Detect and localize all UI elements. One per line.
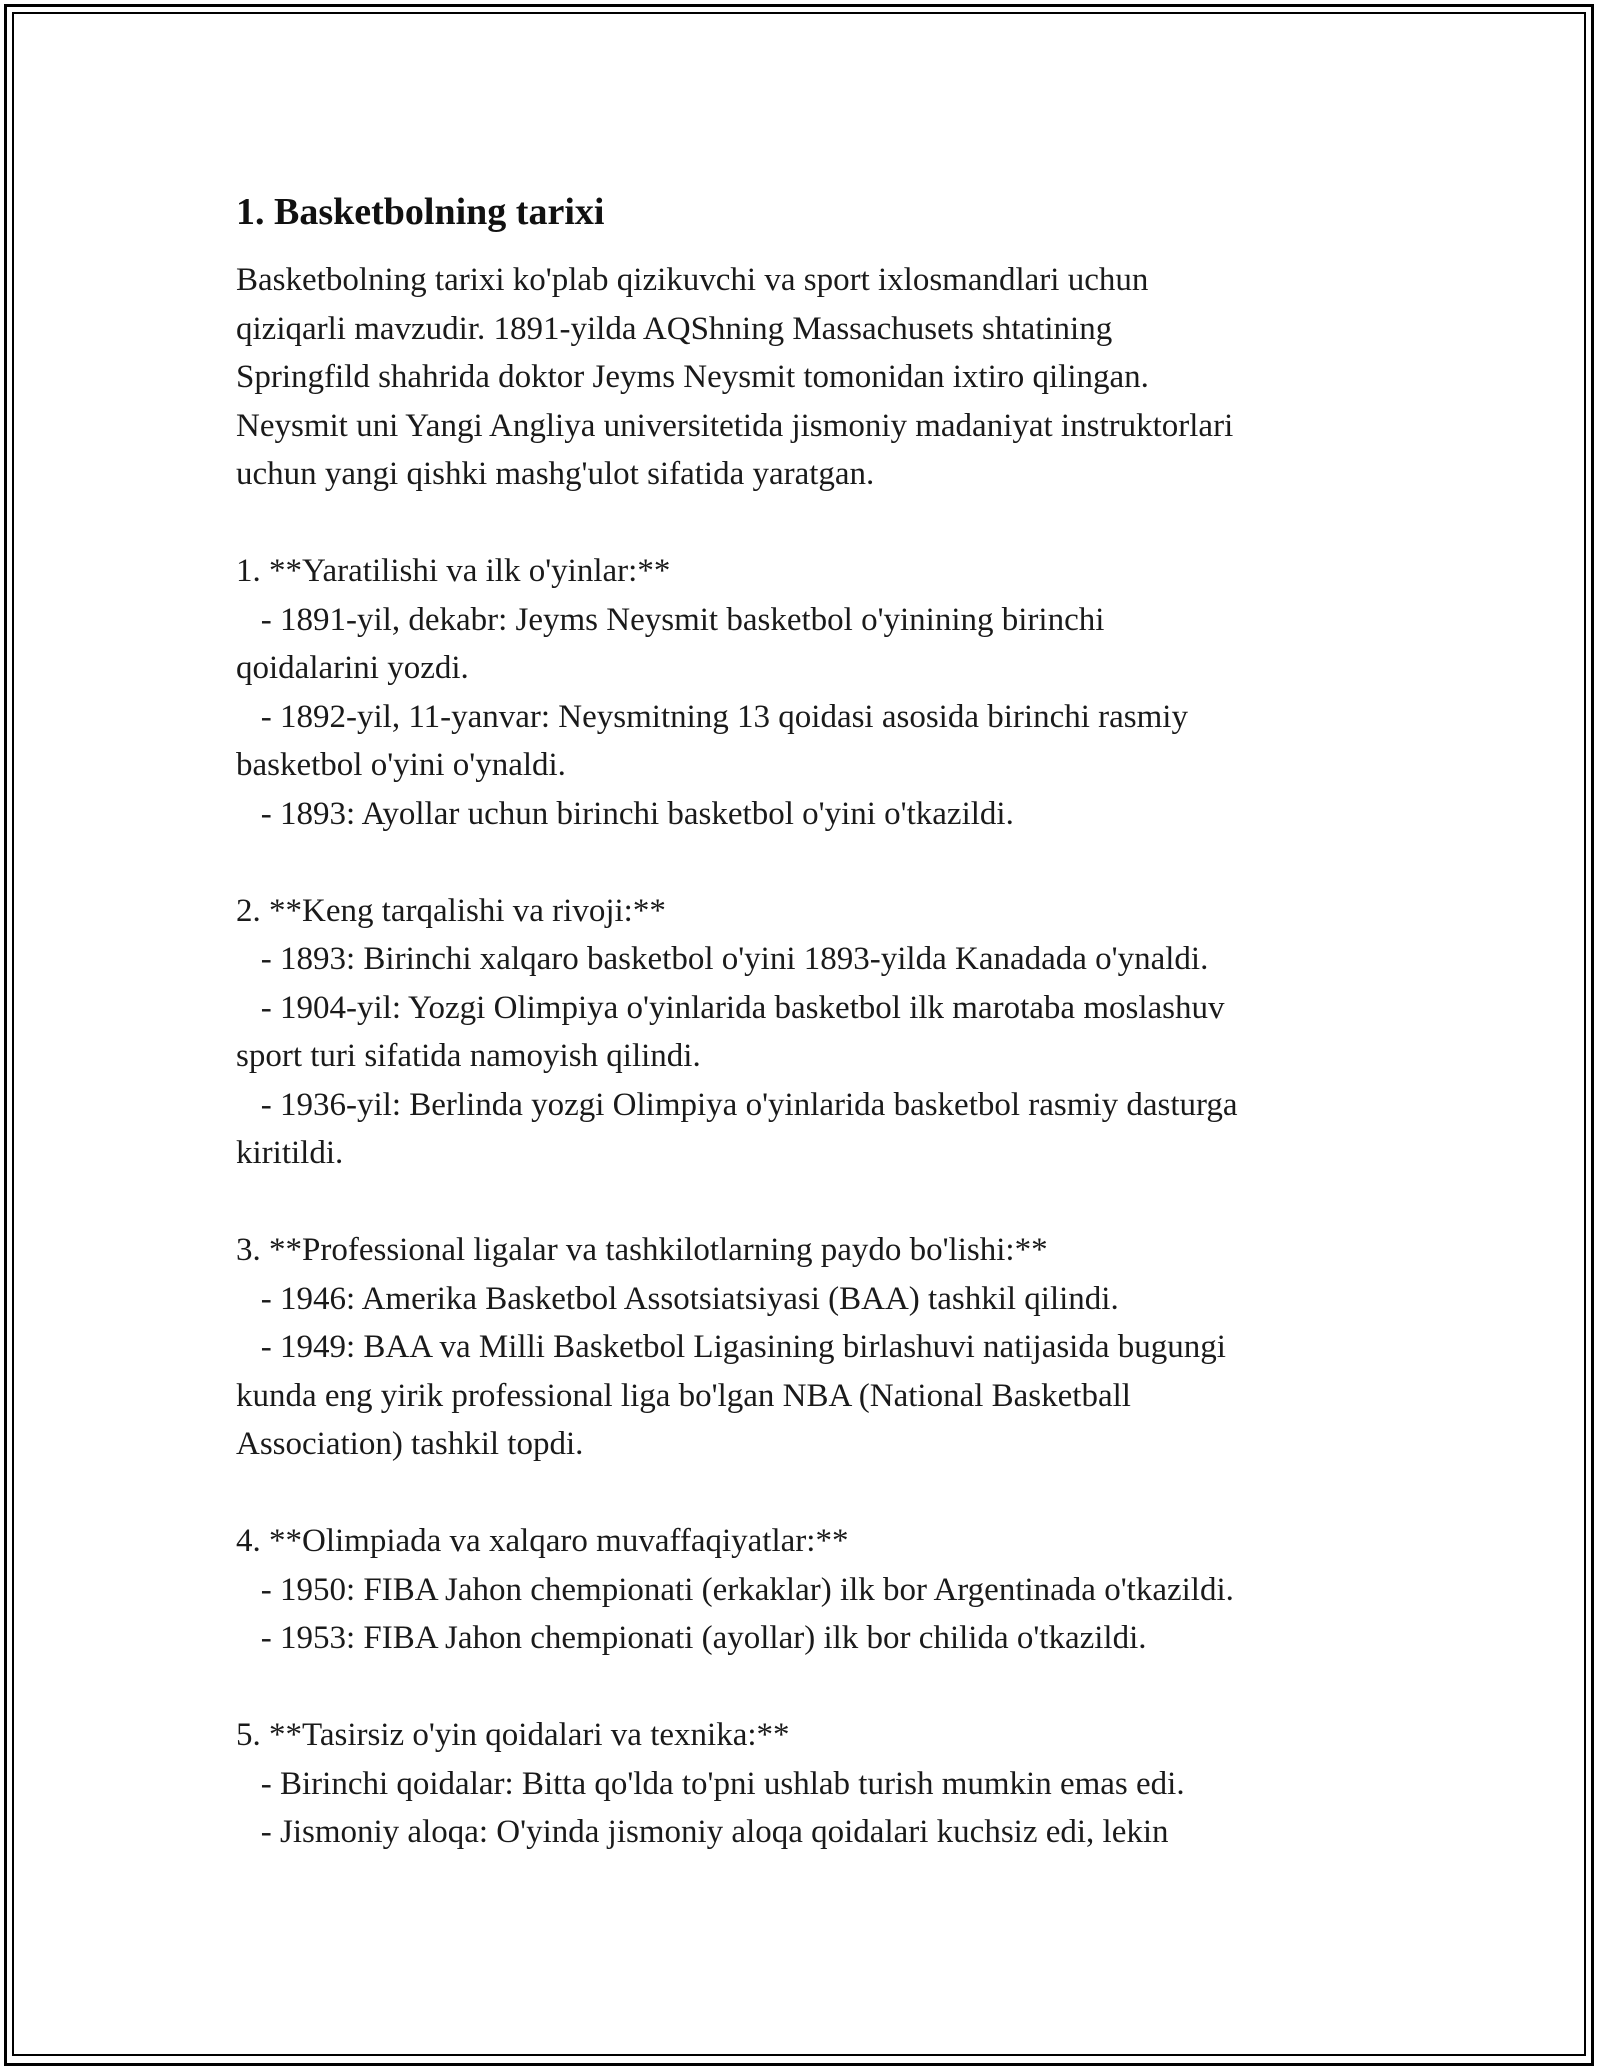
paragraph-spacer xyxy=(236,1663,1366,1712)
document-body xyxy=(236,186,1366,1857)
section-spread: 2. **Keng tarqalishi va rivoji:** - 1893: Birinchi xalqaro basketbol o'yini 1893-yilda Kanadada o'ynaldi. - 1904-yil: Yozgi Olimpiya o'yinlarida basketbol ilk marotaba moslashuv sport turi sifatida namoyish qilindi. - 1936-yil: Berlinda yozgi Olimpiya o'yinlarida basketbol rasmiy dasturga kiritildi. xyxy=(236,892,1238,1171)
paragraph-spacer xyxy=(236,1469,1366,1518)
paragraph-spacer xyxy=(236,499,1366,548)
paragraph-spacer xyxy=(236,838,1366,887)
document-title: 1. Basketbolning tarixi xyxy=(236,191,605,233)
paragraph-spacer xyxy=(236,1178,1366,1227)
section-professional-leagues: 3. **Professional ligalar va tashkilotlarning paydo bo'lishi:** - 1946: Amerika Basketbol Assotsiatsiyasi (BAA) tashkil qilindi. - 1949: BAA va Milli Basketbol Ligasining birlashuvi natijasida bugungi kunda eng yirik professional liga bo'lgan NBA (National Basketball Association) tashkil topdi. xyxy=(236,1232,1226,1462)
section-olympics: 4. **Olimpiada va xalqaro muvaffaqiyatlar:** - 1950: FIBA Jahon chempionati (erkaklar) ilk bor Argentinada o'tkazildi. - 1953: FIBA Jahon chempionati (ayollar) ilk bor chilida o'tkazildi. xyxy=(236,1523,1234,1656)
intro-paragraph: Basketbolning tarixi ko'plab qizikuvchi va sport ixlosmandlari uchun qiziqarli mavzudir. 1891-yilda AQShning Massachusets shtatining Springfild shahrida doktor Jeyms Neysmit tomonidan ixtiro qilingan. Neysmit uni Yangi Angliya universitetida jismoniy madaniyat instruktorlari uchun yangi qishki mashg'ulot sifatida yaratgan. xyxy=(236,262,1234,492)
section-rules-technique: 5. **Tasirsiz o'yin qoidalari va texnika:** - Birinchi qoidalar: Bitta qo'lda to'pni ushlab turish mumkin emas edi. - Jismoniy aloqa: O'yinda jismoniy aloqa qoidalari kuchsiz edi, lekin xyxy=(236,1717,1185,1850)
section-creation: 1. **Yaratilishi va ilk o'yinlar:** - 1891-yil, dekabr: Jeyms Neysmit basketbol o'yinining birinchi qoidalarini yozdi. - 1892-yil, 11-yanvar: Neysmitning 13 qoidasi asosida birinchi rasmiy basketbol o'yini o'ynaldi. - 1893: Ayollar uchun birinchi basketbol o'yini o'tkazildi. xyxy=(236,553,1188,832)
